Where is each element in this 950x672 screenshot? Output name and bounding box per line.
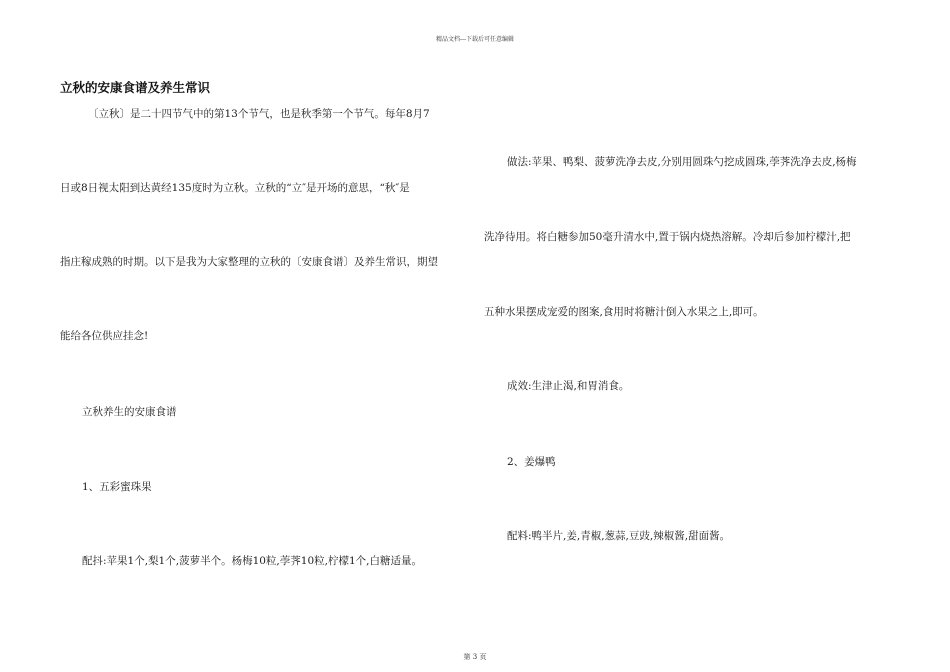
intro-line-3: 指庄稼成熟的时期。以下是我为大家整理的立秋的〔安康食谱〕及养生常识，期望 [60, 256, 438, 268]
section-heading: 立秋养生的安康食谱 [82, 406, 177, 418]
intro-line-4: 能给各位供应挂念! [60, 330, 149, 342]
recipe-1-effect: 成效:生津止渴,和胃消食。 [507, 380, 630, 392]
recipe-2-ingredients: 配料:鸭半片,姜,青椒,葱蒜,豆豉,辣椒酱,甜面酱。 [507, 530, 731, 542]
recipe-1-method-line-2: 洗净待用。将白糖参加50毫升清水中,置于锅内烧热溶解。冷却后参加柠檬汁,把 [484, 231, 851, 243]
recipe-1-method-line-1: 做法:苹果、鸭梨、菠萝洗净去皮,分别用圆珠勺挖成圆珠,荸荠洗净去皮,杨梅 [507, 156, 857, 168]
intro-line-1: 〔立秋〕是二十四节气中的第13个节气，也是秋季第一个节气。每年8月7 [88, 108, 430, 120]
recipe-1-method-line-3: 五种水果摆成宠爱的图案,食用时将糖汁倒入水果之上,即可。 [484, 306, 764, 318]
page-header: 精品文档---下载后可任意编辑 [435, 36, 515, 43]
document-title: 立秋的安康食谱及养生常识 [60, 80, 211, 95]
recipe-1-ingredients: 配抖:苹果1个,梨1个,菠萝半个。杨梅10粒,荸荠10粒,柠檬1个,白糖适量。 [82, 555, 422, 567]
intro-line-2: 日或8日视太阳到达黄经135度时为立秋。立秋的“立″是开场的意思，“秋″是 [60, 182, 410, 194]
page-number: 第 3 页 [463, 653, 487, 661]
recipe-2-title: 2、姜爆鸭 [507, 456, 556, 468]
recipe-1-title: 1、五彩蜜珠果 [82, 481, 152, 493]
